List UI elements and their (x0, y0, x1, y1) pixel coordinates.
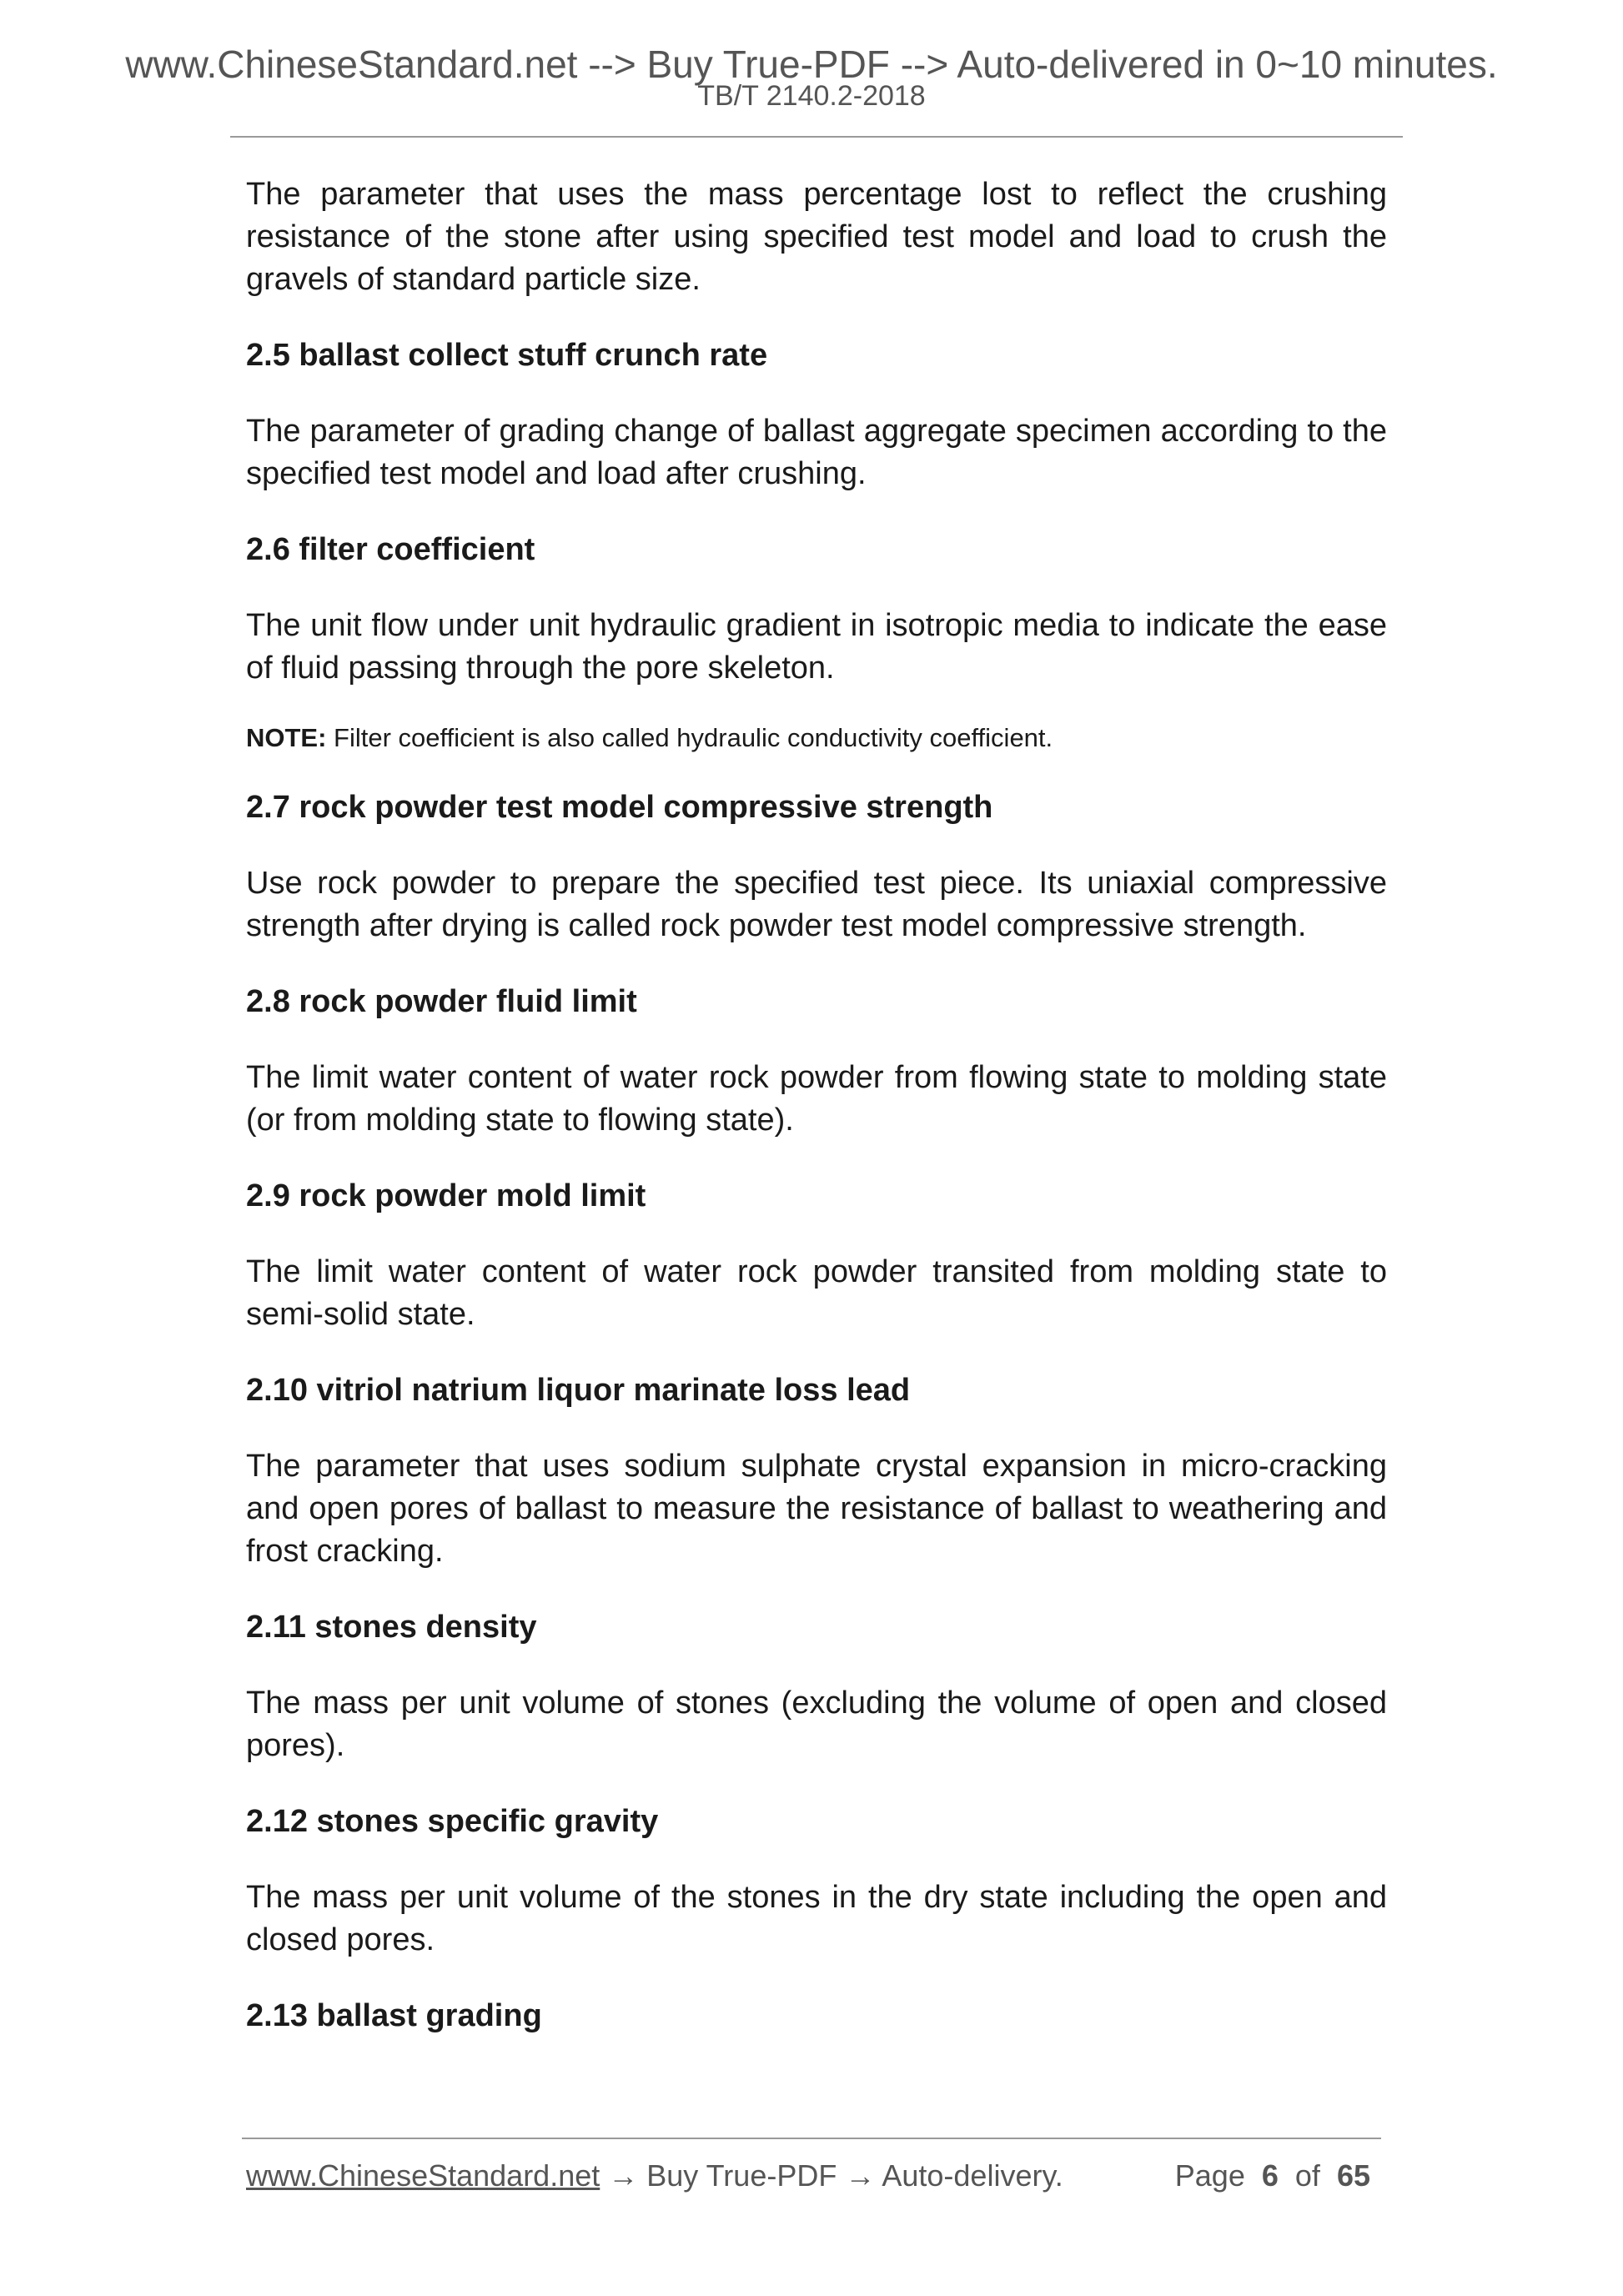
footer-delivery-text: Auto-delivery. (882, 2158, 1063, 2193)
page-indicator (1175, 2158, 1370, 2193)
section-heading-2-7: 2.7 rock powder test model compressive strength (246, 790, 993, 825)
section-text-2-7: Use rock powder to prepare the specified test piece. Its uniaxial compressive strength after drying is called rock powder test model compressive strength. (246, 866, 1387, 943)
section-heading-2-9: 2.9 rock powder mold limit (246, 1178, 646, 1213)
intro-paragraph: The parameter that uses the mass percentage lost to reflect the crushing resistance of the stone after using specified test model and load to crush the gravels of standard particle size. (246, 177, 1387, 297)
section-heading-2-11: 2.11 stones density (246, 1610, 537, 1645)
section-text-2-10: The parameter that uses sodium sulphate crystal expansion in micro-cracking and open pores of ballast to measure the resistance of ballast to weathering and frost cracking. (246, 1449, 1387, 1569)
banner-link-text[interactable]: www.ChineseStandard.net --> Buy True-PDF --> Auto-delivered in 0~10 minutes. (125, 43, 1498, 86)
of-label: of (1294, 2158, 1320, 2193)
note-label: NOTE: (246, 723, 327, 752)
total-pages: 65 (1336, 2158, 1370, 2193)
section-heading-2-10: 2.10 vitriol natrium liquor marinate loss lead (246, 1373, 911, 1408)
section-text-2-6: The unit flow under unit hydraulic gradient in isotropic media to indicate the ease of fluid passing through the pore skeleton. (246, 608, 1387, 686)
header-divider (230, 136, 1403, 138)
footer-links (246, 2158, 1063, 2193)
section-heading-2-13: 2.13 ballast grading (246, 1998, 542, 2033)
note-text: Filter coefficient is also called hydraulic conductivity coefficient. (326, 723, 1053, 752)
section-heading-2-6: 2.6 filter coefficient (246, 532, 535, 567)
footer-divider (242, 2138, 1381, 2139)
section-text-2-12: The mass per unit volume of the stones in the dry state including the open and closed pores. (246, 1880, 1387, 1957)
footer-arrow-1: → (600, 2158, 647, 2193)
footer-site-link[interactable]: www.ChineseStandard.net (246, 2158, 600, 2193)
document-code: TB/T 2140.2-2018 (697, 80, 926, 112)
section-heading-2-12: 2.12 stones specific gravity (246, 1804, 659, 1839)
section-text-2-9: The limit water content of water rock powder transited from molding state to semi-solid state. (246, 1254, 1387, 1332)
note-2-6 (246, 720, 1387, 756)
page-label: Page (1174, 2158, 1245, 2193)
section-text-2-5: The parameter of grading change of ballast aggregate specimen according to the specified test model and load after crushing. (246, 414, 1387, 491)
footer-buy-text: Buy True-PDF (646, 2158, 837, 2193)
section-heading-2-8: 2.8 rock powder fluid limit (246, 984, 637, 1019)
section-heading-2-5: 2.5 ballast collect stuff crunch rate (246, 338, 768, 373)
current-page: 6 (1261, 2158, 1279, 2193)
section-text-2-11: The mass per unit volume of stones (excluding the volume of open and closed pores). (246, 1686, 1387, 1763)
page-content (246, 173, 1387, 2037)
section-text-2-8: The limit water content of water rock powder from flowing state to molding state (or from molding state to flowing state). (246, 1060, 1387, 1138)
footer-arrow-2: → (837, 2158, 882, 2193)
